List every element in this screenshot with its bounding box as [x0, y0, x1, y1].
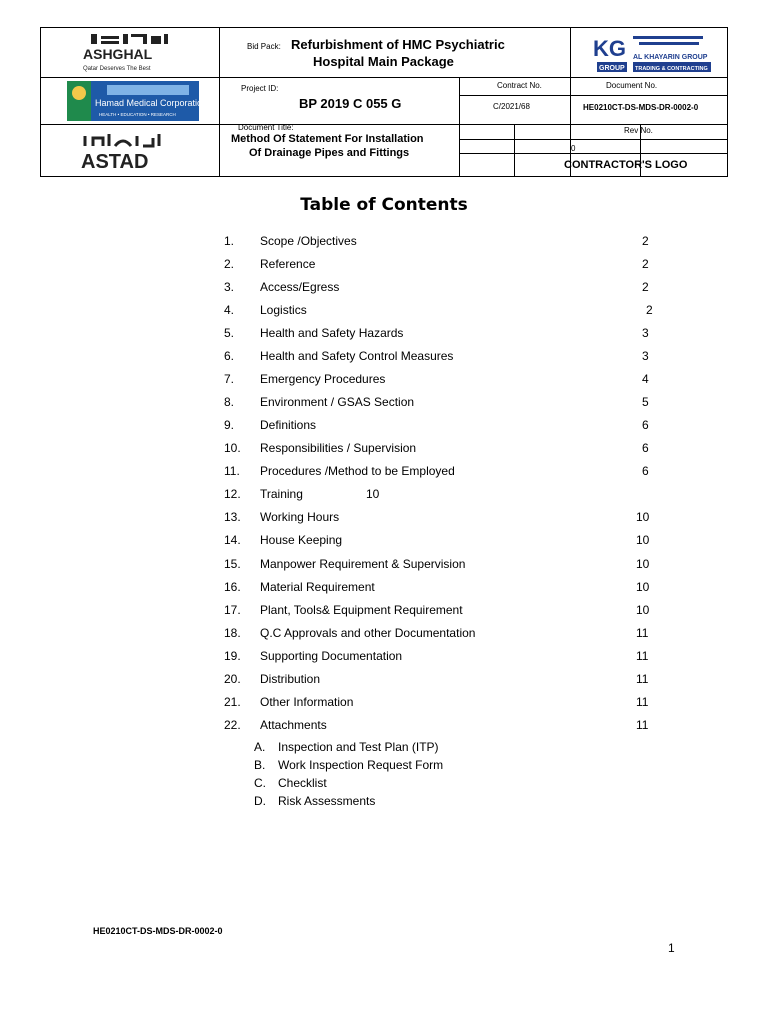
toc-item — [224, 303, 664, 321]
attachment-letter: B. — [254, 758, 266, 772]
attachment-label: Checklist — [278, 776, 327, 790]
footer-document-code: HE0210CT-DS-MDS-DR-0002-0 — [93, 926, 223, 936]
header-divider — [514, 124, 515, 176]
attachment-item — [254, 794, 375, 808]
toc-item-label: Environment / GSAS Section — [260, 395, 415, 409]
toc-item — [224, 695, 664, 713]
attachment-label: Inspection and Test Plan (ITP) — [278, 740, 439, 754]
astad-logo — [79, 132, 173, 172]
svg-text:AL KHAYARIN GROUP: AL KHAYARIN GROUP — [633, 54, 708, 61]
toc-item-label: Material Requirement — [260, 580, 375, 594]
bid-pack-title-line2: Hospital Main Package — [313, 54, 454, 69]
toc-item-number: 6. — [224, 349, 235, 363]
toc-item — [224, 510, 664, 528]
toc-item-number: 5. — [224, 326, 235, 340]
svg-text:Hamad Medical Corporation: Hamad Medical Corporation — [95, 98, 199, 108]
toc-item-label: Reference — [260, 257, 316, 271]
toc-item-number: 7. — [224, 372, 235, 386]
toc-item — [224, 441, 664, 459]
toc-item-label: Q.C Approvals and other Documentation — [260, 626, 476, 640]
toc-item-label: Emergency Procedures — [260, 372, 386, 386]
attachment-letter: C. — [254, 776, 266, 790]
attachment-item — [254, 776, 327, 790]
toc-item-label: Supporting Documentation — [260, 649, 403, 663]
svg-text:ASHGHAL: ASHGHAL — [83, 46, 153, 62]
document-no-label: Document No. — [606, 81, 658, 90]
toc-item-page: 10 — [636, 557, 650, 571]
document-no-value: HE0210CT-DS-MDS-DR-0002-0 — [583, 103, 699, 112]
svg-text:HEALTH • EDUCATION • RESEARCH: HEALTH • EDUCATION • RESEARCH — [99, 112, 176, 117]
toc-item-label: Definitions — [260, 418, 317, 432]
toc-item — [224, 372, 664, 390]
contract-no-label: Contract No. — [497, 81, 542, 90]
toc-item-label: Manpower Requirement & Supervision — [260, 557, 466, 571]
toc-item-number: 16. — [224, 580, 241, 594]
bid-pack-title-line1: Refurbishment of HMC Psychiatric — [291, 37, 505, 52]
toc-item-label: Training — [260, 487, 303, 501]
toc-item — [224, 464, 664, 482]
toc-item-number: 13. — [224, 510, 241, 524]
toc-item-page: 2 — [642, 234, 649, 248]
toc-item-page: 11 — [636, 649, 649, 663]
toc-item — [224, 280, 664, 298]
toc-item-label: Health and Safety Control Measures — [260, 349, 454, 363]
toc-item-page: 2 — [642, 280, 649, 294]
hamad-medical-logo — [67, 81, 199, 121]
attachment-label: Work Inspection Request Form — [278, 758, 444, 772]
toc-item-label: Responsibilities / Supervision — [260, 441, 417, 455]
toc-item — [224, 257, 664, 275]
header-divider — [459, 95, 727, 96]
toc-item-page: 5 — [642, 395, 649, 409]
attachment-item — [254, 758, 443, 772]
toc-item-label: Logistics — [260, 303, 307, 317]
toc-item-page: 11 — [636, 672, 649, 686]
svg-text:KG: KG — [593, 36, 626, 61]
toc-item-number: 22. — [224, 718, 241, 732]
toc-item-number: 9. — [224, 418, 235, 432]
toc-item-page: 2 — [642, 257, 649, 271]
kg-group-logo — [593, 32, 727, 76]
toc-item-page: 10 — [636, 533, 650, 547]
document-title-label: Document Title: — [238, 123, 294, 132]
toc-item — [224, 349, 664, 367]
toc-item — [224, 649, 664, 667]
toc-item-number: 17. — [224, 603, 241, 617]
contract-no-value: C/2021/68 — [493, 102, 530, 111]
document-title-line2: Of Drainage Pipes and Fittings — [249, 147, 410, 159]
toc-item — [224, 718, 664, 736]
toc-item — [224, 672, 664, 690]
project-id-value: BP 2019 C 055 G — [299, 96, 402, 111]
header-divider — [41, 124, 727, 125]
rev-no-label: Rev No. — [624, 126, 653, 135]
toc-item-label: Plant, Tools& Equipment Requirement — [260, 603, 463, 617]
toc-item — [224, 626, 664, 644]
toc-title: Table of Contents — [300, 195, 468, 215]
toc-item-number: 4. — [224, 303, 235, 317]
attachment-letter: A. — [254, 740, 266, 754]
toc-item-page: 11 — [636, 718, 649, 732]
svg-text:Qatar Deserves The Best: Qatar Deserves The Best — [83, 66, 151, 72]
toc-item — [224, 234, 664, 252]
toc-item-label: Working Hours — [260, 510, 340, 524]
svg-text:GROUP: GROUP — [599, 65, 625, 72]
attachment-item — [254, 740, 439, 754]
toc-item-number: 3. — [224, 280, 235, 294]
toc-item — [224, 580, 664, 598]
toc-item-page: 10 — [366, 487, 380, 501]
toc-item — [224, 557, 664, 575]
project-id-label: Project ID: — [241, 84, 279, 93]
toc-item-number: 2. — [224, 257, 235, 271]
toc-item-number: 19. — [224, 649, 241, 663]
toc-item-page: 2 — [646, 303, 653, 317]
toc-item — [224, 326, 664, 344]
toc-item-number: 8. — [224, 395, 235, 409]
toc-item-page: 3 — [642, 326, 649, 340]
toc-item-label: Distribution — [260, 672, 321, 686]
toc-item — [224, 418, 664, 436]
toc-item-page: 6 — [642, 464, 649, 478]
toc-item-label: Health and Safety Hazards — [260, 326, 404, 340]
header-divider — [41, 77, 727, 78]
toc-item-page: 3 — [642, 349, 649, 363]
toc-item-page: 6 — [642, 441, 649, 455]
toc-item-label: Other Information — [260, 695, 354, 709]
toc-item-number: 20. — [224, 672, 241, 686]
toc-item-page: 11 — [636, 695, 649, 709]
header-divider — [459, 124, 460, 177]
rev-no-value: 0 — [571, 144, 576, 153]
toc-item — [224, 603, 664, 621]
document-header-table — [40, 27, 728, 177]
svg-text:ASTAD: ASTAD — [81, 151, 149, 172]
page-number: 1 — [668, 941, 675, 955]
toc-item — [224, 533, 664, 551]
toc-item-number: 12. — [224, 487, 241, 501]
contractor-logo-label: CONTRACTOR'S LOGO — [564, 159, 688, 171]
header-divider — [459, 139, 727, 140]
toc-item-label: Procedures /Method to be Employed — [260, 464, 455, 478]
toc-item-label: Access/Egress — [260, 280, 340, 294]
header-divider — [219, 28, 220, 176]
toc-item-page: 10 — [636, 603, 650, 617]
toc-item — [224, 487, 664, 505]
toc-item-number: 21. — [224, 695, 241, 709]
toc-item-page: 10 — [636, 580, 650, 594]
toc-item-number: 10. — [224, 441, 241, 455]
toc-item-page: 4 — [642, 372, 649, 386]
toc-item-label: House Keeping — [260, 533, 343, 547]
svg-text:TRADING & CONTRACTING: TRADING & CONTRACTING — [635, 66, 708, 72]
toc-item-page: 10 — [636, 510, 650, 524]
bid-pack-label: Bid Pack: — [247, 42, 281, 51]
toc-item-number: 14. — [224, 533, 241, 547]
toc-item-page: 6 — [642, 418, 649, 432]
toc-item — [224, 395, 664, 413]
toc-item-number: 15. — [224, 557, 241, 571]
toc-item-number: 1. — [224, 234, 235, 248]
toc-item-label: Scope /Objectives — [260, 234, 357, 248]
toc-item-number: 18. — [224, 626, 241, 640]
attachment-label: Risk Assessments — [278, 794, 376, 808]
toc-item-label: Attachments — [260, 718, 327, 732]
document-title-line1: Method Of Statement For Installation — [231, 133, 424, 145]
ashghal-logo — [71, 32, 191, 74]
toc-item-number: 11. — [224, 464, 240, 478]
attachment-letter: D. — [254, 794, 266, 808]
header-divider — [459, 153, 727, 154]
toc-item-page: 11 — [636, 626, 649, 640]
